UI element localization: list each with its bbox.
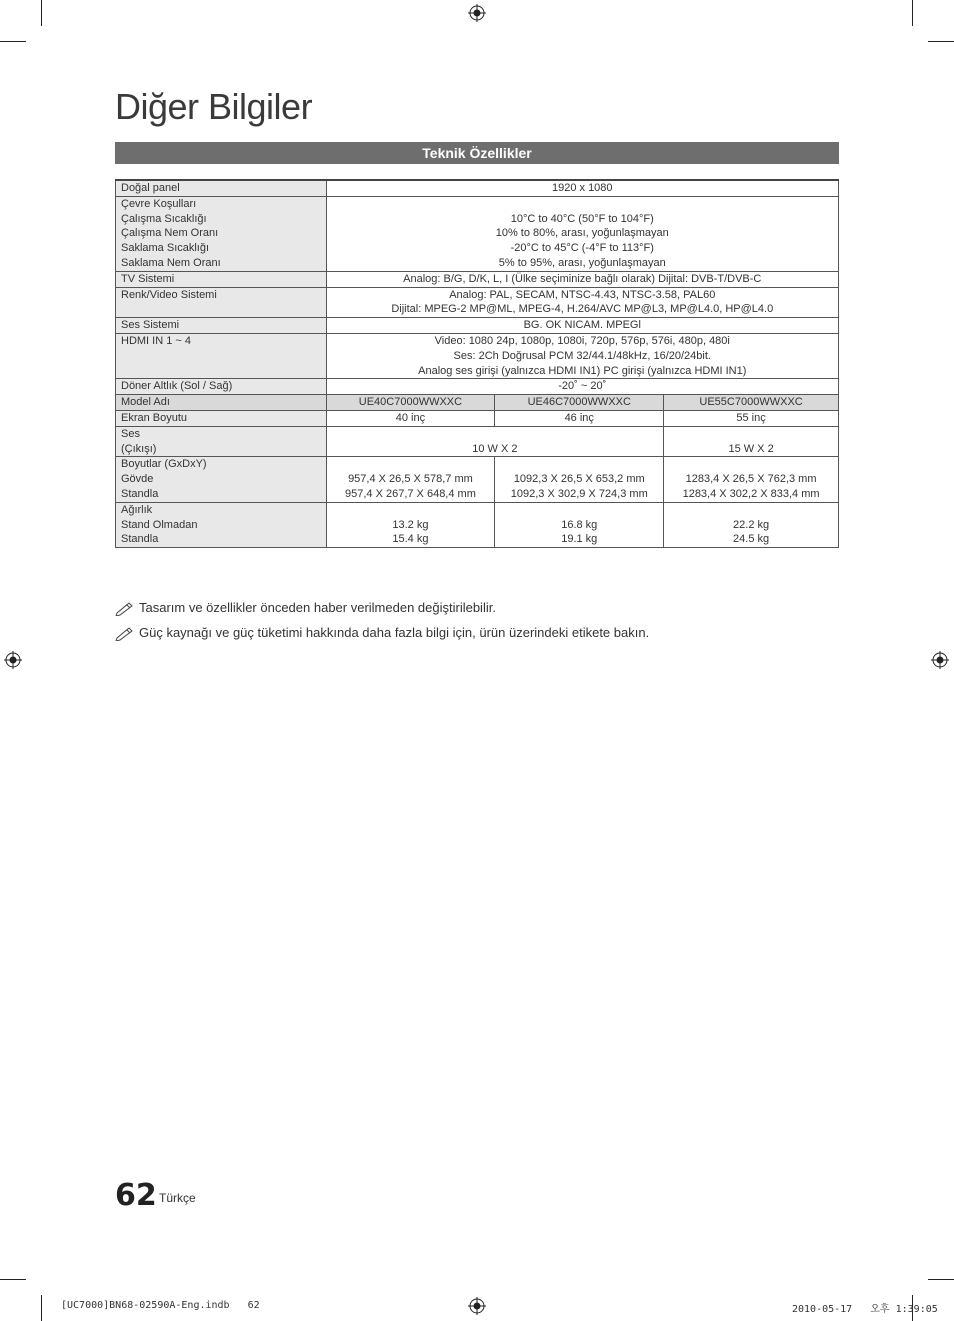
- spec-label: TV Sistemi: [116, 271, 327, 287]
- label-line: Saklama Sıcaklığı: [121, 242, 210, 255]
- value-line: 1283,4 X 302,2 X 833,4 mm: [682, 487, 820, 500]
- label-line: Çalışma Nem Oranı: [121, 227, 219, 240]
- label-line: Ağırlık: [121, 503, 153, 516]
- notes: [115, 595, 649, 645]
- note-pencil-icon: [115, 625, 135, 641]
- spec-label: [116, 457, 327, 502]
- spec-value: [495, 502, 664, 547]
- page-title: Diğer Bilgiler: [115, 86, 313, 127]
- spec-value: 46 inç: [495, 410, 664, 426]
- spec-label: Model Adı: [116, 395, 327, 411]
- value-line: 15.4 kg: [392, 533, 429, 546]
- table-row: [116, 180, 839, 196]
- table-row: [116, 333, 839, 378]
- label-line: Boyutlar (GxDxY): [121, 458, 207, 471]
- spec-value: [326, 196, 838, 271]
- table-row: [116, 457, 839, 502]
- table-row: [116, 426, 839, 457]
- spec-table: [115, 179, 839, 548]
- table-row: [116, 196, 839, 271]
- label-line: Standla: [121, 487, 159, 500]
- spec-label: Döner Altlık (Sol / Sağ): [116, 379, 327, 395]
- value-line: 19.1 kg: [561, 533, 598, 546]
- registration-mark-icon: [4, 651, 22, 669]
- note-pencil-icon: [115, 600, 135, 616]
- value-line: 1283,4 X 26,5 X 762,3 mm: [685, 473, 817, 486]
- crop-mark: [41, 1295, 42, 1321]
- spec-label: [116, 502, 327, 547]
- table-row: [116, 271, 839, 287]
- note-text: Tasarım ve özellikler önceden haber verilmeden değiştirilebilir.: [139, 600, 496, 615]
- spec-value: [326, 502, 495, 547]
- table-row: [116, 318, 839, 334]
- label-line: Standla: [121, 533, 159, 546]
- value-line: 1092,3 X 26,5 X 653,2 mm: [513, 473, 645, 486]
- spec-value: 1920 x 1080: [326, 180, 838, 196]
- table-row: [116, 502, 839, 547]
- crop-mark: [912, 0, 913, 26]
- print-slug-file: [UC7000]BN68-02590A-Eng.indb 62: [61, 1300, 260, 1311]
- value-line: 10°C to 40°C (50°F to 104°F): [510, 212, 654, 225]
- spec-value: BG. OK NICAM. MPEGl: [326, 318, 838, 334]
- table-row: [116, 395, 839, 411]
- value-line: Dijital: MPEG-2 MP@ML, MPEG-4, H.264/AVC MP@L3, MP@L4.0, HP@L4.0: [391, 303, 774, 316]
- crop-mark: [0, 1279, 26, 1280]
- table-row: [116, 379, 839, 395]
- value-line: 957,4 X 267,7 X 648,4 mm: [345, 487, 476, 500]
- table-row: [116, 410, 839, 426]
- label-line: Çalışma Sıcaklığı: [121, 212, 207, 225]
- value-line: 16.8 kg: [561, 518, 598, 531]
- spec-label: Ses Sistemi: [116, 318, 327, 334]
- spec-value: [495, 457, 664, 502]
- value-line: 957,4 X 26,5 X 578,7 mm: [348, 473, 473, 486]
- value-line: Ses: 2Ch Doğrusal PCM 32/44.1/48kHz, 16/20/24bit.: [453, 349, 711, 362]
- spec-value: [664, 457, 839, 502]
- label-line: Gövde: [121, 473, 154, 486]
- registration-mark-icon: [931, 651, 949, 669]
- spec-value: [326, 287, 838, 318]
- print-slug-date: 2010-05-17 오후 1:39:05: [792, 1304, 938, 1315]
- spec-value: 15 W X 2: [664, 426, 839, 457]
- model-name: UE46C7000WWXXC: [495, 395, 664, 411]
- section-header: Teknik Özellikler: [115, 142, 839, 164]
- model-name: UE40C7000WWXXC: [326, 395, 495, 411]
- spec-value: Analog: B/G, D/K, L, I (Ülke seçiminize bağlı olarak) Dijital: DVB-T/DVB-C: [326, 271, 838, 287]
- label-line: Çevre Koşulları: [121, 197, 197, 210]
- spec-label: Ekran Boyutu: [116, 410, 327, 426]
- crop-mark: [928, 41, 954, 42]
- spec-label: [116, 426, 327, 457]
- crop-mark: [41, 0, 42, 26]
- crop-mark: [0, 41, 26, 42]
- spec-label: HDMI IN 1 ~ 4: [116, 333, 327, 378]
- spec-value: [664, 502, 839, 547]
- note-text: Güç kaynağı ve güç tüketimi hakkında daha fazla bilgi için, ürün üzerindeki etikete bakın.: [139, 625, 650, 640]
- page-language: Türkçe: [159, 1191, 196, 1205]
- spec-label: Doğal panel: [116, 180, 327, 196]
- spec-value: 10 W X 2: [326, 426, 664, 457]
- spec-label: Renk/Video Sistemi: [116, 287, 327, 318]
- crop-mark: [928, 1279, 954, 1280]
- value-line: 10% to 80%, arası, yoğunlaşmayan: [495, 227, 669, 240]
- spec-value: [326, 457, 495, 502]
- label-line: Saklama Nem Oranı: [121, 256, 221, 269]
- model-name: UE55C7000WWXXC: [664, 395, 839, 411]
- page-number: 62: [115, 1178, 157, 1213]
- value-line: 1092,3 X 302,9 X 724,3 mm: [510, 487, 648, 500]
- spec-label: [116, 196, 327, 271]
- spec-value: 55 inç: [664, 410, 839, 426]
- value-line: 5% to 95%, arası, yoğunlaşmayan: [498, 256, 666, 269]
- note-item: [115, 595, 649, 620]
- registration-mark-icon: [468, 4, 486, 22]
- value-line: 24.5 kg: [733, 533, 770, 546]
- label-line: (Çıkışı): [121, 442, 157, 455]
- value-line: Analog ses girişi (yalnızca HDMI IN1) PC girişi (yalnızca HDMI IN1): [418, 364, 747, 377]
- table-row: [116, 287, 839, 318]
- value-line: 22.2 kg: [733, 518, 770, 531]
- label-line: Ses: [121, 427, 140, 440]
- value-line: -20°C to 45°C (-4°F to 113°F): [510, 242, 654, 255]
- value-line: Video: 1080 24p, 1080p, 1080i, 720p, 576p, 576i, 480p, 480i: [434, 334, 730, 347]
- label-line: Stand Olmadan: [121, 518, 198, 531]
- spec-value: 40 inç: [326, 410, 495, 426]
- spec-value: [326, 333, 838, 378]
- registration-mark-icon: [468, 1297, 486, 1315]
- note-item: [115, 620, 649, 645]
- value-line: Analog: PAL, SECAM, NTSC-4.43, NTSC-3.58, PAL60: [449, 288, 716, 301]
- value-line: 13.2 kg: [392, 518, 429, 531]
- spec-value: -20˚ ~ 20˚: [326, 379, 838, 395]
